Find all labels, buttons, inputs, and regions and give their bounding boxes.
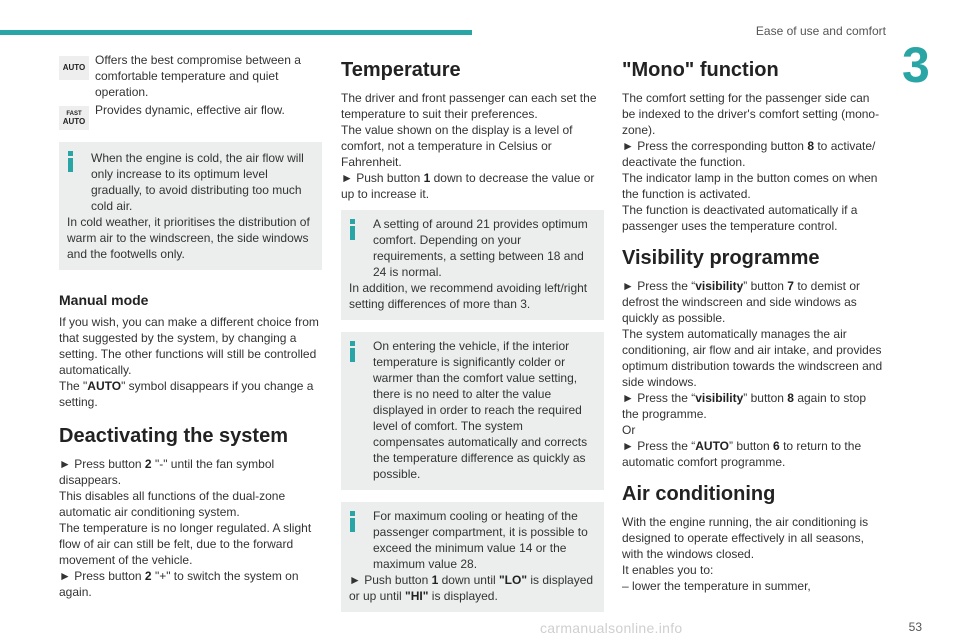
mono-text-3: The function is deactivated automatically if a passenger uses the temperature control. [622,203,858,233]
info-icon [350,341,360,362]
air-conditioning-text-1: With the engine running, the air conditioning is designed to operate effectively in all seasons, with the windows closed. [622,515,869,561]
manual-mode-text-2: The "AUTO" symbol disappears if you change a setting. [59,379,314,409]
fast-auto-icon [59,106,89,130]
fast-mode-text: Provides dynamic, effective air flow. [95,103,285,117]
air-conditioning-text-3: – lower the temperature in summer, [622,579,811,593]
visibility-step-3: ► Press the “AUTO” button 6 to return to the automatic comfort programme. [622,439,862,469]
temperature-text-2: The value shown on the display is a level of comfort, not a temperature in Celsius or Fahrenheit. [341,123,573,169]
fast-icon-label: FAST [66,111,82,117]
mono-heading: "Mono" function [622,59,779,81]
info-text: ► Push button 1 down until "LO" is displayed or up until "HI" is displayed. [349,573,594,603]
visibility-or: Or [622,423,636,437]
info-box-setting [341,210,604,320]
temperature-step: ► Push button 1 down to decrease the value or up to increase it. [341,171,595,201]
info-icon [350,219,360,240]
air-conditioning-text-2: It enables you to: [622,563,714,577]
info-text: A setting of around 21 provides optimum comfort. Depending on your requirements, a setting between 18 and 24 is normal. [373,217,588,279]
visibility-text: The system automatically manages the air conditioning, air flow and air intake, and provides optimum distribution towards the windscreen and side windows. [622,327,883,389]
mono-step: ► Press the corresponding button 8 to activate/ deactivate the function. [622,139,876,169]
section-title: Ease of use and comfort [755,24,886,38]
manual-mode-text: If you wish, you can make a different choice from that suggested by the system, by changing a setting. The other functions will still be controlled automatically. [59,315,319,377]
info-text: On entering the vehicle, if the interior temperature is significantly colder or warmer than the comfort value setting, there is no need to alter the value displayed in order to reach the required level of comfort. The system compensates automatically and corrects the temperature difference as quickly as possible. [373,339,588,481]
fast-icon-sublabel: AUTO [62,117,86,126]
mono-text-1: The comfort setting for the passenger side can be indexed to the driver's comfort setting (mono-zone). [622,91,880,137]
info-text: When the engine is cold, the air flow will only increase to its optimum level gradually, to avoid distributing too much cold air. [91,151,304,213]
air-conditioning-heading: Air conditioning [622,483,776,505]
auto-mode-text: Offers the best compromise between a comfortable temperature and quiet operation. [95,53,301,99]
info-text: In cold weather, it prioritises the distribution of warm air to the windscreen, the side windows and the footwells only. [67,215,310,261]
deactivating-heading: Deactivating the system [59,425,288,447]
deactivating-step-2: ► Press button 2 "+" to switch the system on again. [59,569,299,599]
auto-icon [59,56,89,80]
deactivating-text-2: The temperature is no longer regulated. A slight flow of air can still be felt, due to the forward movement of the vehicle. [59,521,312,567]
deactivating-step-1: ► Press button 2 "-" until the fan symbol disappears. [59,457,275,487]
fast-auto-row [59,102,322,128]
auto-icon-label: AUTO [62,63,86,72]
info-text: In addition, we recommend avoiding left/right setting differences of more than 3. [349,281,588,311]
column-right [622,52,885,594]
visibility-step-2: ► Press the “visibility” button 8 again to stop the programme. [622,391,867,421]
visibility-heading: Visibility programme [622,247,820,269]
info-box-cold-engine [59,142,322,270]
mono-text-2: The indicator lamp in the button comes on when the function is activated. [622,171,878,201]
page-number: 53 [908,620,922,634]
header-accent-bar [0,30,472,35]
column-left [59,52,322,600]
chapter-number: 3 [902,37,930,93]
auto-mode-row [59,52,322,100]
temperature-text-1: The driver and front passenger can each set the temperature to suit their preferences. [341,91,597,121]
visibility-step-1: ► Press the “visibility” button 7 to demist or defrost the windscreen and side windows as quickly as possible. [622,279,861,325]
info-box-max-cooling [341,502,604,612]
info-icon [68,151,78,172]
manual-mode-heading: Manual mode [59,292,149,308]
temperature-heading: Temperature [341,59,461,81]
watermark: carmanualsonline.info [540,620,683,636]
deactivating-text-1: This disables all functions of the dual-zone automatic air conditioning system. [59,489,286,519]
column-middle [341,52,604,622]
info-text: For maximum cooling or heating of the passenger compartment, it is possible to exceed the minimum value 14 or the maximum value 28. [373,509,588,571]
info-icon [350,511,360,532]
info-box-entering [341,332,604,490]
